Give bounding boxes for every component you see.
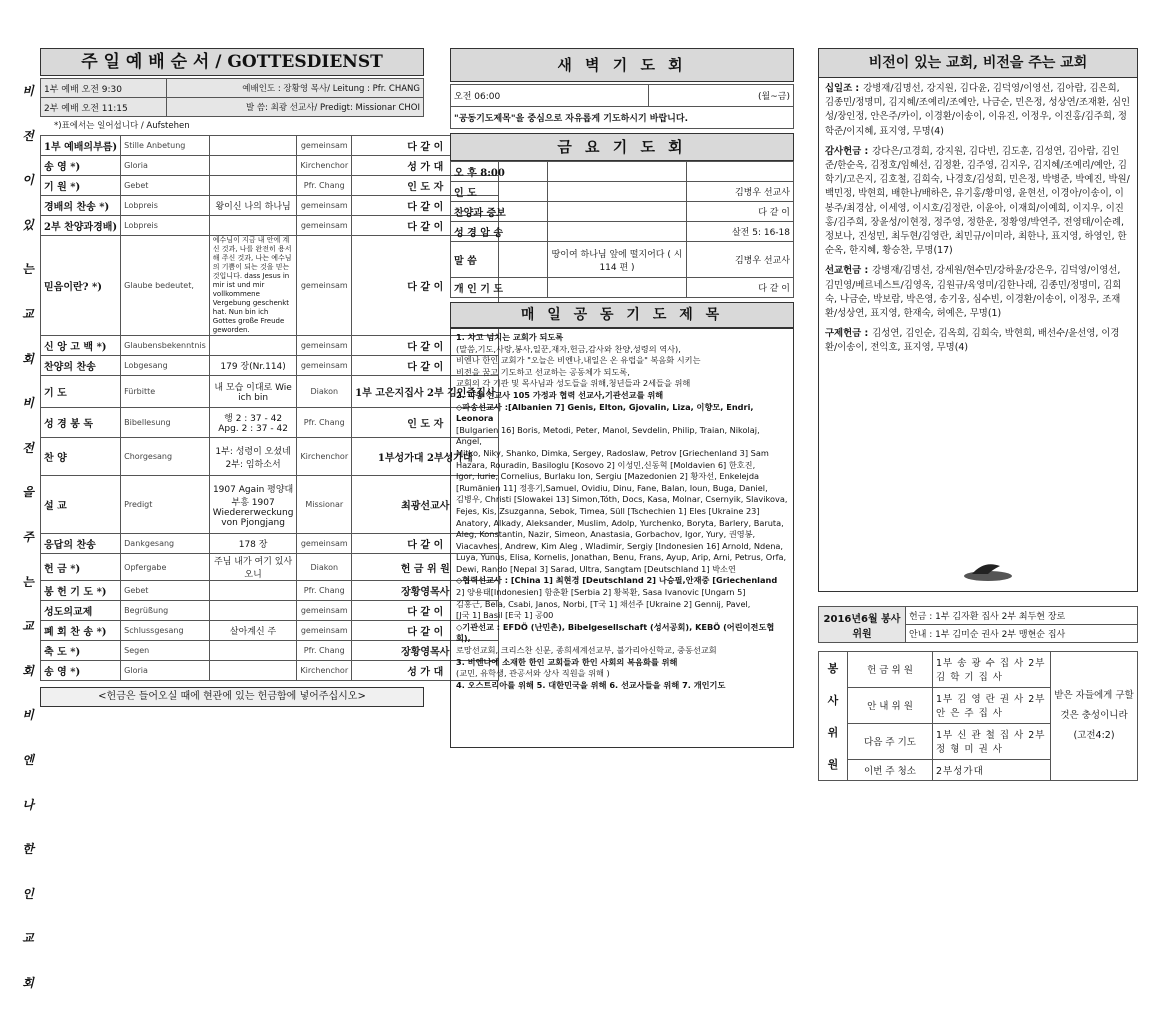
order-row bbox=[41, 438, 499, 476]
order-person: 성 가 대 bbox=[352, 156, 499, 176]
order-person: 다 같 이 bbox=[352, 136, 499, 156]
friday-item: 성 경 암 송 bbox=[451, 222, 548, 242]
order-item: 송 영 *) bbox=[41, 156, 121, 176]
order-row bbox=[41, 601, 499, 621]
order-person: 다 같 이 bbox=[352, 216, 499, 236]
duty-table bbox=[818, 606, 1138, 643]
friday-person: 살전 5: 16-18 bbox=[687, 222, 794, 242]
committee-char: 사 bbox=[827, 694, 839, 707]
order-item: 설 교 bbox=[41, 476, 121, 534]
order-item: 기 도 bbox=[41, 376, 121, 408]
committee-char: 위 bbox=[827, 726, 839, 739]
order-german: Gloria bbox=[121, 156, 210, 176]
order-item: 기 원 *) bbox=[41, 176, 121, 196]
order-german: Lobgesang bbox=[121, 356, 210, 376]
friday-title: 금 요 기 도 회 bbox=[450, 133, 794, 161]
order-row bbox=[41, 534, 499, 554]
order-german: Opfergabe bbox=[121, 554, 210, 581]
order-content: 179 장(Nr.114) bbox=[209, 356, 297, 376]
order-role: Pfr. Chang bbox=[297, 581, 352, 601]
order-person: 1부성가대 2부성가대 bbox=[352, 438, 499, 476]
order-german: Chorgesang bbox=[121, 438, 210, 476]
order-role: Diakon bbox=[297, 376, 352, 408]
order-person: 다 같 이 bbox=[352, 621, 499, 641]
order-content bbox=[209, 176, 297, 196]
dawn-table bbox=[450, 84, 794, 129]
vertical-char: 전 bbox=[22, 128, 34, 143]
prayer-line: Hazara, Rouradin, Basiloglu [Kosovo 2] 이성민,신동혁 [Moldavien 6] 한호진, bbox=[456, 459, 756, 470]
vertical-char: 교 bbox=[22, 931, 34, 946]
order-german: Stille Anbetung bbox=[121, 136, 210, 156]
order-row bbox=[41, 661, 499, 681]
prayer-line: ◇기관선교 : EFDÖ (난민촌), Bibelgesellschaft (성서공회), KEBÖ (어린이전도협회), bbox=[456, 621, 775, 644]
order-row bbox=[41, 621, 499, 641]
order-item: 축 도 *) bbox=[41, 641, 121, 661]
prayer-line: Dewi, Rando [Nepal 3] Sarad, Ultra, Sangtam [Deutschland 1] 박소연 bbox=[456, 563, 736, 574]
order-content bbox=[209, 216, 297, 236]
committee-role: 다음 주 기도 bbox=[848, 723, 933, 759]
vertical-char: 비 bbox=[22, 708, 34, 723]
dawn-note: "공동기도제목"을 중심으로 자유롭게 기도하시기 바랍니다. bbox=[451, 107, 794, 129]
order-german: Lobpreis bbox=[121, 216, 210, 236]
friday-item: 오 후 8:00 bbox=[451, 162, 548, 182]
order-role: gemeinsam bbox=[297, 336, 352, 356]
friday-content bbox=[548, 182, 687, 202]
vertical-char: 비 bbox=[22, 84, 34, 98]
order-item: 성 경 봉 독 bbox=[41, 408, 121, 438]
offering-section bbox=[825, 82, 1131, 139]
committee-role: 헌 금 위 원 bbox=[848, 652, 933, 688]
prayer-line: Aleg, Konstantin, Nazir, Simeon, Anastasia, Gorbachov, Igor, Yury, 권영봉, bbox=[456, 529, 756, 540]
order-role: Pfr. Chang bbox=[297, 176, 352, 196]
order-person: 다 같 이 bbox=[352, 336, 499, 356]
prayer-line: ◇파송선교사 :[Albanien 7] Genis, Elton, Gjovalin, Liza, 이향모, Endri, Leonora bbox=[456, 401, 754, 424]
order-item: 찬 양 bbox=[41, 438, 121, 476]
offering-head: 선교헌금 : bbox=[825, 265, 869, 277]
friday-content bbox=[548, 202, 687, 222]
bible-verse: 받은 자들에게 구할 것은 충성이니라 (고전4:2) bbox=[1051, 652, 1138, 781]
order-content bbox=[209, 136, 297, 156]
prayer-line: 교회의 각 기관 및 목사님과 성도들을 위해,청년들과 2세들을 위해 bbox=[456, 378, 691, 389]
order-person: 다 같 이 bbox=[352, 534, 499, 554]
order-row bbox=[41, 376, 499, 408]
order-item: 헌 금 *) bbox=[41, 554, 121, 581]
prayer-line: Igor, Iurie, Cornelius, Burlaku Ion, Sergiu [Mazedonien 2] 황자선, Enkelejda bbox=[456, 471, 760, 482]
vertical-char: 한 bbox=[22, 842, 34, 857]
prayer-line: Viacavhesl, Andrew, Kim Aleg , Wladimir, Sergiy [Indonesien 16] Arnold, Ndena, bbox=[456, 540, 784, 551]
friday-table bbox=[450, 161, 794, 298]
service2-preacher: 발 씀: 최광 선교사/ Predigt: Missionar CHOI bbox=[167, 98, 424, 117]
order-role: Kirchenchor bbox=[297, 438, 352, 476]
order-item: 1부 예배의부름) bbox=[41, 136, 121, 156]
order-german: Gebet bbox=[121, 176, 210, 196]
prayer-line: 3. 비엔나에 소재한 한인 교회들과 한인 사회의 복음화를 위해 bbox=[456, 656, 678, 667]
order-german: Schlussgesang bbox=[121, 621, 210, 641]
committee-members: 1부 송 광 수 집 사 2부 김 학 기 집 사 bbox=[933, 652, 1051, 688]
order-german: Bibellesung bbox=[121, 408, 210, 438]
committee-row bbox=[819, 652, 1138, 688]
friday-content: 땅이여 하나님 앞에 떨지어다 ( 시 114 편 ) bbox=[548, 242, 687, 278]
vertical-banner bbox=[20, 82, 36, 1018]
order-content bbox=[209, 156, 297, 176]
order-row bbox=[41, 216, 499, 236]
order-german: Glaubensbekenntnis bbox=[121, 336, 210, 356]
service-committee bbox=[818, 651, 1138, 781]
order-person: 1부 고은지집사 2부 김인준집사 bbox=[352, 376, 499, 408]
order-german: Fürbitte bbox=[121, 376, 210, 408]
friday-item: 인 도 bbox=[451, 182, 548, 202]
vertical-char: 회 bbox=[22, 663, 34, 678]
order-row bbox=[41, 156, 499, 176]
order-role: gemeinsam bbox=[297, 216, 352, 236]
dawn-days: (월~금) bbox=[648, 85, 793, 107]
offering-head: 구제헌금 : bbox=[825, 328, 869, 340]
prayer-line: 로망선교회, 크리스찬 신문, 종희세계선교부, 불가리아신학교, 중동선교회 bbox=[456, 645, 717, 656]
friday-item: 찬양과 증보 bbox=[451, 202, 548, 222]
order-german: Segen bbox=[121, 641, 210, 661]
prayer-line: Luya, Yunus, Elisa, Kornelis, Jonathan, Benu, Frans, Ayup, Arip, Arni, Petrus, Orfa, bbox=[456, 552, 787, 563]
prayer-line: 김병우, Christi [Slowakei 13] Simon,Tóth, Docs, Kasa, Molnar, Csernyik, Slavikova, bbox=[456, 494, 788, 505]
order-item: 2부 찬양과경배) bbox=[41, 216, 121, 236]
order-role: Kirchenchor bbox=[297, 156, 352, 176]
vertical-char: 주 bbox=[22, 529, 34, 544]
friday-item: 개 인 기 도 bbox=[451, 278, 548, 298]
vertical-char: 인 bbox=[22, 886, 34, 901]
offering-names: 강병재/김명선, 강세원/현수민/강하윤/강은우, 김덕영/이영선, 김민영/베르네스트/김영옥, 김원규/육영미/김한나래, 김종민/정명미, 김희숙, 나금순, 박보람, 박은영, 송기웅, 심수빈, 이경환/이송이, 이정우, 조재환/성상연, 표지영, 한재숙, 허예은, 무명(1) bbox=[825, 265, 1122, 320]
order-content: 주님 내가 여기 있사오니 bbox=[209, 554, 297, 581]
vertical-char: 는 bbox=[22, 262, 34, 277]
prayer-line: Mitko, Niky, Shanko, Dimka, Sergey, Radoslaw, Petrov [Griechenland 3] Sam bbox=[456, 447, 769, 458]
order-content: 예수님이 지금 내 안에 계신 것과, 나를 완전히 용서해 주신 것과, 나는 예수님의 기쁨이 되는 것을 믿는 것입니다. dass Jesus in mir ist und mir vollkommene Vergebung geschenkt hat. Nun bin ich Gottes große Freude geworden. bbox=[209, 236, 297, 336]
friday-content bbox=[548, 162, 687, 182]
vertical-char: 나 bbox=[22, 797, 34, 812]
order-item: 신 앙 고 백 *) bbox=[41, 336, 121, 356]
order-role: gemeinsam bbox=[297, 356, 352, 376]
vertical-char: 는 bbox=[22, 574, 34, 589]
order-role: Kirchenchor bbox=[297, 661, 352, 681]
order-content bbox=[209, 641, 297, 661]
offering-names: 강병재/김명선, 강지원, 김다윤, 김덕영/이영선, 김아람, 김은희, 김종민/정명미, 김지혜/조예리/조예안, 나금순, 민은정, 성상연/조재환, 심인성/장인정, 안은주/카이, 이경환/이송이, 이유진, 이정우, 이진홍/김주희, 정학준/이지혜, 표지영, 무명(4) bbox=[825, 83, 1131, 137]
dawn-title: 새 벽 기 도 회 bbox=[450, 48, 794, 82]
friday-item: 말 씀 bbox=[451, 242, 548, 278]
prayer-line: 4. 오스트리아를 위해 5. 대한민국을 위해 6. 선교사들을 위해 7. 개인기도 bbox=[456, 679, 726, 690]
friday-person: 다 같 이 bbox=[687, 278, 794, 298]
prayer-list bbox=[450, 328, 794, 748]
order-row bbox=[41, 236, 499, 336]
order-german: Gebet bbox=[121, 581, 210, 601]
order-german: Lobpreis bbox=[121, 196, 210, 216]
committee-char: 원 bbox=[827, 758, 839, 771]
order-role: Missionar bbox=[297, 476, 352, 534]
offering-section bbox=[825, 327, 1131, 355]
order-person: 장황영목사 bbox=[352, 581, 499, 601]
friday-row bbox=[451, 222, 794, 242]
order-content bbox=[209, 581, 297, 601]
order-content: 1부: 성령이 오셨네 2부: 임하소서 bbox=[209, 438, 297, 476]
order-person: 성 가 대 bbox=[352, 661, 499, 681]
order-person: 헌 금 위 원 bbox=[352, 554, 499, 581]
order-table bbox=[40, 135, 499, 681]
order-role: Diakon bbox=[297, 554, 352, 581]
dawn-time: 오전 06:00 bbox=[451, 85, 649, 107]
prayer-line: (말씀,기도,사랑,봉사,일꾼,재자,헌금,감사와 찬양,성령의 역사), bbox=[456, 343, 681, 354]
order-row bbox=[41, 336, 499, 356]
service-info bbox=[40, 78, 424, 117]
prayer-line: Fejes, Kis, Zsuzganna, Sebok, Timea, Süll [Tschechien 1] Eles [Ukraine 23] bbox=[456, 505, 760, 516]
prayer-line: 2. 파송 선교사 105 가정과 협력 선교사,기관선교를 위해 bbox=[456, 389, 664, 400]
order-row bbox=[41, 356, 499, 376]
right-column bbox=[818, 48, 1138, 781]
dove-icon bbox=[958, 556, 1018, 584]
offering-head: 감사헌금 : bbox=[825, 145, 869, 157]
order-content: 행 2 : 37 - 42 Apg. 2 : 37 - 42 bbox=[209, 408, 297, 438]
order-content: 내 모습 이대로 Wie ich bin bbox=[209, 376, 297, 408]
friday-person: 김병우 선교사 bbox=[687, 242, 794, 278]
vertical-char: 회 bbox=[22, 975, 34, 990]
vertical-char: 교 bbox=[22, 306, 34, 321]
order-row bbox=[41, 554, 499, 581]
order-content: 178 장 bbox=[209, 534, 297, 554]
order-person: 인 도 자 bbox=[352, 408, 499, 438]
order-person: 다 같 이 bbox=[352, 236, 499, 336]
prayer-line: [Rumänien 11] 정흥기,Samuel, Ovidiu, Dinu, Fane, Balan, Ioun, Buga, Daniel, bbox=[456, 482, 768, 493]
friday-row bbox=[451, 202, 794, 222]
committee-role: 이번 주 청소 bbox=[848, 759, 933, 780]
order-person: 인 도 자 bbox=[352, 176, 499, 196]
order-role: gemeinsam bbox=[297, 601, 352, 621]
order-role: gemeinsam bbox=[297, 534, 352, 554]
friday-person: 김병우 선교사 bbox=[687, 182, 794, 202]
committee-char: 봉 bbox=[827, 662, 839, 675]
vertical-char: 비 bbox=[22, 396, 34, 411]
vertical-char: 회 bbox=[22, 351, 34, 366]
friday-row bbox=[451, 162, 794, 182]
order-content bbox=[209, 601, 297, 621]
offering-section bbox=[825, 264, 1131, 321]
prayer-line: 비전을 꿈고 기도하고 선교하는 공동체가 되도록, bbox=[456, 366, 630, 377]
order-content: 1907 Again 평양대부흥 1907 Wiedererweckung von Pjongjang bbox=[209, 476, 297, 534]
order-item: 성도의교제 bbox=[41, 601, 121, 621]
friday-row bbox=[451, 182, 794, 202]
order-person: 다 같 이 bbox=[352, 196, 499, 216]
vertical-char: 이 bbox=[22, 173, 34, 188]
friday-content bbox=[548, 222, 687, 242]
vertical-char: 을 bbox=[22, 485, 34, 500]
stand-note: *)표에서는 일어섭니다 / Aufstehen bbox=[54, 121, 190, 131]
offering-title: 비전이 있는 교회, 비전을 주는 교회 bbox=[818, 48, 1138, 78]
order-item: 경배의 찬송 *) bbox=[41, 196, 121, 216]
offering-list bbox=[818, 78, 1138, 592]
duty-offering: 헌금 : 1부 김자환 집사 2부 최두현 장로 bbox=[906, 607, 1138, 625]
order-role: gemeinsam bbox=[297, 136, 352, 156]
duty-title: 2016년6월 봉사위원 bbox=[819, 607, 906, 643]
prayer-line: [J국 1] Basil [E국 1] 공00 bbox=[456, 610, 554, 621]
order-item: 봉 헌 기 도 *) bbox=[41, 581, 121, 601]
order-german: Begrüßung bbox=[121, 601, 210, 621]
prayer-line: 김홍근, Bela, Csabi, Janos, Norbi, [T국 1] 채선주 [Ukraine 2] Gennij, Pavel, bbox=[456, 598, 751, 609]
prayer-line: [Bulgarien 16] Boris, Metodi, Peter, Manol, Sevdelin, Philip, Traian, Nikolaj, Angel, bbox=[456, 424, 760, 447]
order-item: 송 영 *) bbox=[41, 661, 121, 681]
order-row bbox=[41, 581, 499, 601]
offering-names: 김성연, 김인순, 김옥희, 김희숙, 박현희, 배선수/윤선영, 이경환/이송이, 전익호, 표지영, 무명(4) bbox=[825, 328, 1120, 354]
service2-time: 2부 예배 오전 11:15 bbox=[41, 98, 167, 117]
order-content: 살아계신 주 bbox=[209, 621, 297, 641]
order-item: 찬양의 찬송 bbox=[41, 356, 121, 376]
order-person: 다 같 이 bbox=[352, 356, 499, 376]
order-role: Pfr. Chang bbox=[297, 408, 352, 438]
prayer-line: (교민, 유학생, 관공서와 상사 직원을 위해 ) bbox=[456, 668, 610, 679]
order-person: 다 같 이 bbox=[352, 601, 499, 621]
order-person: 최광선교사 bbox=[352, 476, 499, 534]
friday-row bbox=[451, 242, 794, 278]
order-row bbox=[41, 136, 499, 156]
offering-section bbox=[825, 145, 1131, 259]
committee-members: 1부 신 관 철 집 사 2부 정 형 미 권 사 bbox=[933, 723, 1051, 759]
offering-note: <헌금은 들어오실 때에 현관에 있는 헌금함에 넣어주십시오> bbox=[40, 687, 424, 707]
order-role: gemeinsam bbox=[297, 621, 352, 641]
offering-names: 강다은/고경희, 강지원, 김다빈, 김도훈, 김성연, 김아람, 김인준/한순옥, 김정호/임혜선, 김정환, 김주영, 김지우, 김지혜/조예리/예안, 김학기/고은지, 김호철, 김희숙, 나경호/김성희, 민은정, 박병준, 박예진, 박원/백민정, 박현희, 배한나/배하은, 유기홍/황미영, 윤현선, 이경아/이송이, 이봉주/최경삼, 이세영, 이시호/김정란, 이윤아, 이재희/이예희, 이지우, 이진홍/김주희, 장윤성/이현정, 정주영, 정한운, 정황영/박연주, 전영태/이순례, 정보나, 진성민, 최두현/김영란, 최민규/이미라, 최한나, 표지영, 하영인, 한순옥, 한지혜, 황승찬, 무명(17) bbox=[825, 145, 1130, 257]
prayer-line: 비엔나 한인 교회가 "오늘은 비엔나,내일은 온 유럽을" 복음화 시키는 bbox=[456, 355, 701, 366]
prayer-line: ◇협력선교사 : [China 1] 최현경 [Deutschland 2] 나승필,안재중 [Griechenland bbox=[456, 575, 778, 586]
order-row bbox=[41, 641, 499, 661]
order-role: Pfr. Chang bbox=[297, 641, 352, 661]
order-row bbox=[41, 476, 499, 534]
order-role: gemeinsam bbox=[297, 196, 352, 216]
friday-person: 다 같 이 bbox=[687, 202, 794, 222]
order-content: 왕이신 나의 하나님 bbox=[209, 196, 297, 216]
vertical-char: 교 bbox=[22, 619, 34, 634]
prayer-line: 2] 양용태[Indonesien] 함춘환 [Serbia 2] 황복환, Sasa Ivanovic [Ungarn 5] bbox=[456, 587, 746, 598]
friday-content bbox=[548, 278, 687, 298]
offering-head: 십일조 : bbox=[825, 83, 860, 94]
order-content bbox=[209, 336, 297, 356]
service1-leader: 예배인도 : 장황영 목사/ Leitung : Pfr. CHANG bbox=[167, 79, 424, 98]
prayer-line: Anatory, Alkady, Aleksander, Muslim, Adolp, Yurchenko, Boryta, Barlery, Baruta, bbox=[456, 517, 784, 528]
duty-usher: 안내 : 1부 김미순 권사 2부 맹현순 집사 bbox=[906, 625, 1138, 643]
order-content bbox=[209, 661, 297, 681]
friday-row bbox=[451, 278, 794, 298]
committee-members: 2부성가대 bbox=[933, 759, 1051, 780]
vertical-char: 엔 bbox=[22, 752, 34, 767]
order-item: 믿음이란? *) bbox=[41, 236, 121, 336]
middle-column bbox=[450, 48, 794, 748]
prayer-line: 1. 차고 넘치는 교회가 되도록 bbox=[456, 332, 564, 342]
committee-role: 안 내 위 원 bbox=[848, 687, 933, 723]
friday-person bbox=[687, 162, 794, 182]
service1-time: 1부 예배 오전 9:30 bbox=[41, 79, 167, 98]
order-item: 응답의 찬송 bbox=[41, 534, 121, 554]
order-german: Predigt bbox=[121, 476, 210, 534]
order-row bbox=[41, 196, 499, 216]
order-row bbox=[41, 408, 499, 438]
order-german: Dankgesang bbox=[121, 534, 210, 554]
committee-label bbox=[819, 652, 848, 781]
order-item: 폐 회 찬 송 *) bbox=[41, 621, 121, 641]
order-german: Glaube bedeutet, bbox=[121, 236, 210, 336]
order-german: Gloria bbox=[121, 661, 210, 681]
order-role: gemeinsam bbox=[297, 236, 352, 336]
vertical-char: 있 bbox=[22, 217, 34, 232]
prayer-title: 매 일 공 동 기 도 제 목 bbox=[450, 302, 794, 328]
order-row bbox=[41, 176, 499, 196]
vertical-char: 전 bbox=[22, 440, 34, 455]
worship-title: 주 일 예 배 순 서 / GOTTESDIENST bbox=[40, 48, 424, 76]
committee-members: 1부 김 영 란 권 사 2부 안 은 주 집 사 bbox=[933, 687, 1051, 723]
order-person: 장황영목사 bbox=[352, 641, 499, 661]
